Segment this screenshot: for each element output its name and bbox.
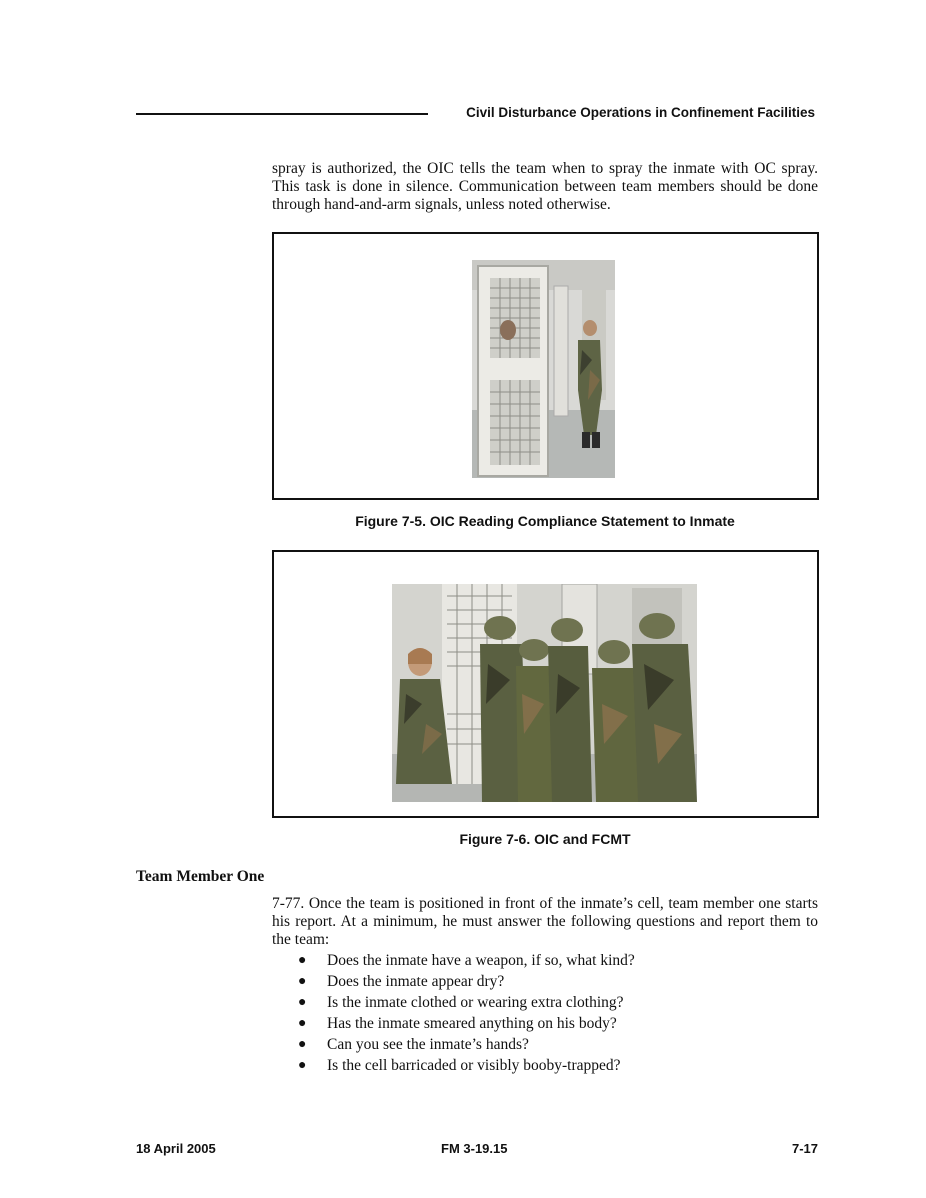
list-item: ● Is the inmate clothed or wearing extra clothing? <box>298 994 624 1011</box>
bullet-icon: ● <box>298 1058 307 1073</box>
figure-7-6-caption: Figure 7-6. OIC and FCMT <box>459 831 631 847</box>
bullet-icon: ● <box>298 953 307 968</box>
list-item: ● Has the inmate smeared anything on his body? <box>298 1015 617 1032</box>
list-item: ● Does the inmate appear dry? <box>298 973 505 990</box>
section-paragraph: 7-77. Once the team is positioned in front of the inmate’s cell, team member one starts his report. At a minimum, he must answer the following questions and report them to the team: <box>272 895 818 948</box>
figure-7-6-frame <box>272 550 819 818</box>
footer-manual: FM 3-19.15 <box>441 1141 508 1156</box>
section-heading: Team Member One <box>136 868 265 885</box>
bullet-icon: ● <box>298 974 307 989</box>
running-header: Civil Disturbance Operations in Confinement Facilities <box>466 105 815 120</box>
list-item: ● Does the inmate have a weapon, if so, what kind? <box>298 952 635 969</box>
list-item: ● Is the cell barricaded or visibly booby-trapped? <box>298 1057 621 1074</box>
question-list <box>298 952 635 1078</box>
footer-page-number: 7-17 <box>791 1141 818 1156</box>
footer-date: 18 April 2005 <box>136 1141 216 1156</box>
bullet-icon: ● <box>298 1037 307 1052</box>
figure-7-5-caption: Figure 7-5. OIC Reading Compliance Statement to Inmate <box>355 513 735 529</box>
figure-7-5-frame <box>272 232 819 500</box>
list-item: ● Can you see the inmate’s hands? <box>298 1036 529 1053</box>
figure-7-5-photo <box>472 260 615 478</box>
figure-7-6-photo <box>392 584 697 802</box>
header-rule <box>136 113 428 115</box>
bullet-icon: ● <box>298 995 307 1010</box>
intro-paragraph: spray is authorized, the OIC tells the team when to spray the inmate with OC spray. This task is done in silence. Communication between team members should be done through hand-and-arm signals, unless noted otherwise. <box>272 160 818 213</box>
bullet-icon: ● <box>298 1016 307 1031</box>
